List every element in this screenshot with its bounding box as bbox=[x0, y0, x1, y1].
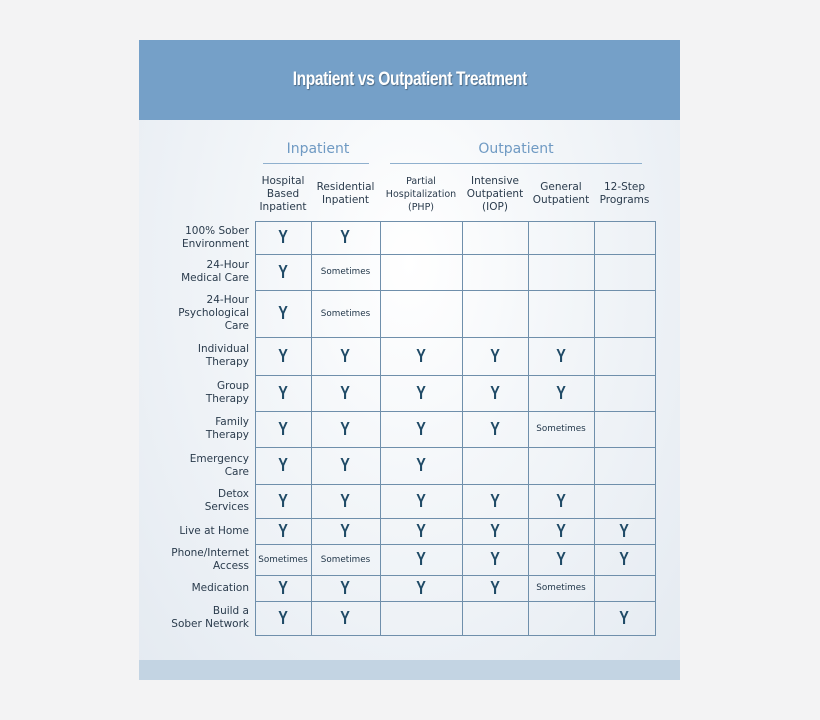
grid-line bbox=[255, 254, 656, 255]
empty-cell bbox=[528, 601, 594, 635]
grid-line bbox=[255, 575, 656, 576]
check-mark: Y bbox=[619, 549, 630, 569]
empty-cell bbox=[462, 221, 528, 254]
sometimes-cell: Sometimes bbox=[320, 267, 371, 277]
row-label: Detox Services bbox=[204, 488, 249, 513]
empty-cell bbox=[594, 575, 655, 601]
check-mark: Y bbox=[490, 345, 500, 366]
grid-line bbox=[255, 411, 656, 412]
check-mark: Y bbox=[619, 520, 630, 541]
empty-cell bbox=[594, 290, 655, 337]
check-mark: Y bbox=[556, 382, 566, 403]
group-divider-inpatient bbox=[263, 163, 369, 164]
check-mark: Y bbox=[490, 382, 500, 403]
empty-cell bbox=[462, 290, 528, 337]
row-label: Phone/Internet Access bbox=[171, 546, 249, 572]
empty-cell bbox=[594, 254, 655, 290]
check-mark: Y bbox=[340, 345, 351, 366]
check-mark: Y bbox=[556, 520, 566, 541]
empty-cell bbox=[528, 447, 594, 484]
check-mark: Y bbox=[340, 227, 351, 247]
grid-line bbox=[255, 375, 656, 376]
row-label: Build a Sober Network bbox=[171, 605, 249, 630]
grid-line bbox=[255, 601, 656, 602]
grid-line bbox=[255, 337, 656, 338]
check-mark: Y bbox=[340, 455, 351, 475]
check-mark: Y bbox=[340, 520, 351, 541]
empty-cell bbox=[594, 375, 655, 411]
check-mark: Y bbox=[278, 345, 288, 366]
grid-line bbox=[528, 221, 529, 635]
row-label: Medication bbox=[191, 581, 249, 594]
empty-cell bbox=[462, 447, 528, 484]
empty-cell bbox=[528, 221, 594, 254]
check-mark: Y bbox=[490, 549, 500, 569]
grid-line bbox=[380, 221, 381, 635]
sometimes-cell: Sometimes bbox=[258, 554, 308, 565]
row-label: Live at Home bbox=[179, 524, 249, 537]
page-title: Inpatient vs Outpatient Treatment bbox=[292, 69, 527, 90]
check-mark: Y bbox=[556, 345, 566, 366]
grid-line bbox=[594, 221, 595, 635]
column-header: Residential Inpatient bbox=[316, 181, 375, 206]
check-mark: Y bbox=[278, 261, 288, 282]
check-mark: Y bbox=[278, 418, 288, 439]
footer-bar bbox=[139, 660, 680, 680]
grid-line bbox=[255, 635, 656, 636]
column-header: Hospital Based Inpatient bbox=[259, 174, 307, 213]
check-mark: Y bbox=[416, 455, 426, 475]
check-mark: Y bbox=[490, 520, 500, 541]
grid-line bbox=[255, 484, 656, 485]
empty-cell bbox=[462, 254, 528, 290]
empty-cell bbox=[380, 254, 462, 290]
check-mark: Y bbox=[340, 607, 351, 628]
empty-cell bbox=[380, 601, 462, 635]
check-mark: Y bbox=[556, 549, 566, 569]
check-mark: Y bbox=[278, 455, 288, 475]
group-divider-outpatient bbox=[390, 163, 642, 164]
grid-line bbox=[255, 221, 256, 635]
check-mark: Y bbox=[416, 549, 426, 569]
check-mark: Y bbox=[278, 227, 288, 247]
row-label: 24-Hour Medical Care bbox=[181, 259, 249, 284]
grid-line bbox=[655, 221, 656, 635]
check-mark: Y bbox=[416, 520, 426, 541]
check-mark: Y bbox=[490, 418, 500, 439]
row-label: Group Therapy bbox=[205, 380, 249, 405]
row-label: 100% Sober Environment bbox=[181, 224, 249, 250]
grid-line bbox=[311, 221, 312, 635]
row-label: Individual Therapy bbox=[197, 343, 249, 368]
empty-cell bbox=[594, 221, 655, 254]
empty-cell bbox=[594, 484, 655, 518]
sometimes-cell: Sometimes bbox=[320, 554, 371, 565]
empty-cell bbox=[380, 290, 462, 337]
sometimes-cell: Sometimes bbox=[536, 424, 586, 434]
column-header: General Outpatient bbox=[532, 181, 590, 206]
check-mark: Y bbox=[416, 577, 426, 598]
check-mark: Y bbox=[416, 382, 426, 403]
empty-cell bbox=[594, 337, 655, 375]
check-mark: Y bbox=[416, 490, 426, 511]
group-label-inpatient: Inpatient bbox=[286, 141, 350, 157]
check-mark: Y bbox=[340, 418, 351, 439]
row-label: Emergency Care bbox=[189, 452, 249, 478]
empty-cell bbox=[528, 254, 594, 290]
grid-line bbox=[462, 221, 463, 635]
sometimes-cell: Sometimes bbox=[536, 583, 586, 593]
column-header: Partial Hospitalization (PHP) bbox=[385, 175, 457, 213]
grid-line bbox=[255, 290, 656, 291]
check-mark: Y bbox=[278, 490, 288, 511]
group-label-outpatient: Outpatient bbox=[478, 141, 554, 157]
check-mark: Y bbox=[278, 520, 288, 541]
empty-cell bbox=[380, 221, 462, 254]
column-header: 12-Step Programs bbox=[599, 181, 650, 206]
row-label: 24-Hour Psychological Care bbox=[178, 294, 249, 332]
row-label: Family Therapy bbox=[205, 416, 249, 441]
empty-cell bbox=[462, 601, 528, 635]
check-mark: Y bbox=[340, 577, 351, 598]
sometimes-cell: Sometimes bbox=[320, 308, 371, 319]
empty-cell bbox=[528, 290, 594, 337]
grid-line bbox=[255, 221, 656, 222]
comparison-card bbox=[139, 40, 680, 680]
check-mark: Y bbox=[490, 577, 500, 598]
grid-line bbox=[255, 447, 656, 448]
check-mark: Y bbox=[340, 490, 351, 511]
check-mark: Y bbox=[556, 490, 566, 511]
check-mark: Y bbox=[278, 382, 288, 403]
check-mark: Y bbox=[416, 345, 426, 366]
grid-line bbox=[255, 518, 656, 519]
empty-cell bbox=[594, 411, 655, 447]
empty-cell bbox=[594, 447, 655, 484]
check-mark: Y bbox=[278, 577, 288, 598]
grid-line bbox=[255, 544, 656, 545]
check-mark: Y bbox=[340, 382, 351, 403]
title-bar bbox=[139, 40, 680, 120]
check-mark: Y bbox=[278, 607, 288, 628]
column-header: Intensive Outpatient (IOP) bbox=[466, 174, 524, 213]
check-mark: Y bbox=[490, 490, 500, 511]
check-mark: Y bbox=[619, 607, 630, 628]
check-mark: Y bbox=[416, 418, 426, 439]
check-mark: Y bbox=[278, 303, 288, 323]
